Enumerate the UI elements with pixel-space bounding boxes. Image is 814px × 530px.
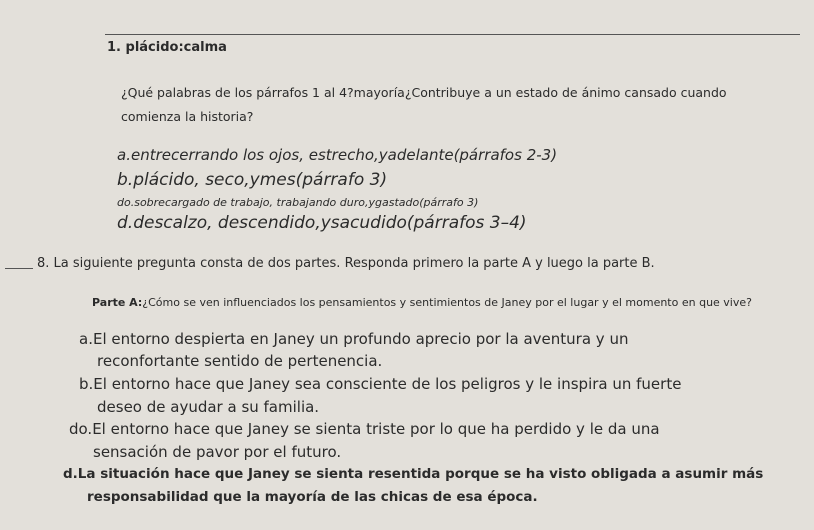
answer-d-line1: d.La situación hace que Janey se sienta resentida porque se ha visto obligada a asumir más: [63, 466, 764, 482]
answer-b-line2: deseo de ayudar a su familia.: [97, 398, 320, 416]
question-1-option-a: a.entrecerrando los ojos, estrecho,yadelante(párrafos 2-3): [117, 146, 558, 164]
question-1-option-d: d.descalzo, descendido,ysacudido(párrafos 3–4): [117, 213, 527, 233]
question-1-prompt-line2: comienza la historia?: [121, 109, 254, 124]
part-a-label: Parte A:: [92, 296, 143, 309]
answer-c-line1: do.El entorno hace que Janey se sienta triste por lo que ha perdido y le da una: [69, 420, 660, 438]
top-rule: [105, 34, 800, 35]
answer-a-line2: reconfortante sentido de pertenencia.: [97, 352, 383, 370]
answer-a-line1: a.El entorno despierta en Janey un profundo aprecio por la aventura y un: [79, 330, 629, 348]
part-a-question: [92, 296, 752, 309]
answer-blank-line: [5, 268, 33, 269]
answer-d-line2: responsabilidad que la mayoría de las chicas de esa época.: [87, 489, 538, 505]
part-a-question-text: ¿Cómo se ven influenciados los pensamientos y sentimientos de Janey por el lugar y el momento en que vive?: [142, 296, 752, 309]
question-1-option-c: do.sobrecargado de trabajo, trabajando duro,ygastado(párrafo 3): [117, 196, 479, 209]
question-1-heading: 1. plácido:calma: [107, 40, 227, 55]
answer-b-line1: b.El entorno hace que Janey sea consciente de los peligros y le inspira un fuerte: [79, 375, 682, 393]
question-1-prompt-line1: ¿Qué palabras de los párrafos 1 al 4?mayoría¿Contribuye a un estado de ánimo cansado cuando: [121, 85, 727, 100]
answer-c-line2: sensación de pavor por el futuro.: [93, 443, 342, 461]
question-8-text: 8. La siguiente pregunta consta de dos partes. Responda primero la parte A y luego la parte B.: [37, 256, 655, 271]
question-1-option-b: b.plácido, seco,ymes(párrafo 3): [117, 170, 388, 190]
